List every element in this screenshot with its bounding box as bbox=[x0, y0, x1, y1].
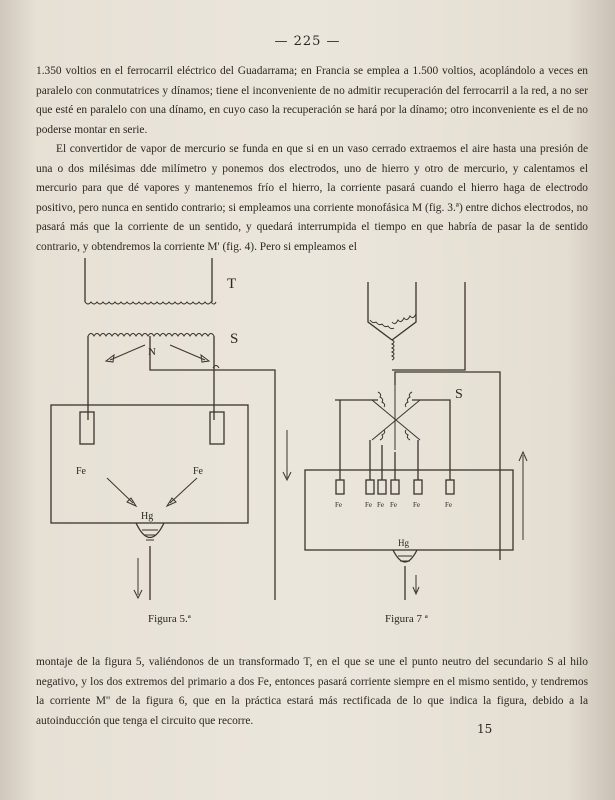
page-number: — 225 — bbox=[274, 34, 341, 49]
fig5-electrode-left bbox=[80, 412, 94, 444]
fig5-secondary-coil bbox=[88, 334, 214, 337]
fig7-primary-coil-c bbox=[392, 340, 394, 360]
paragraph-2: El convertidor de vapor de mercurio se funda en que si en un vaso cerrado extraemos el aire hasta una presión de una o dos milésimas dde milímetro y ponemos dos electrodos, uno de hierro y otro de mercurio, y calentamos el mercurio para que dé vapores y mantenemos frío el hierro, la corriente pasará cuando el hierro haga de electrodo positivo, pero nunca en sentido contrario; si empleamos una corriente monofásica M (fig. 3.ª) entre dichos electrodos, no pasará más que la corriente de un sentido, y quedará interrumpida el tiempo en que habría de pasar la de sentido contrario, y obtendremos la corriente M' (fig. 4). Pero si empleamos el bbox=[36, 143, 588, 253]
signature-mark: 15 bbox=[477, 722, 493, 736]
fig7-electrode-1-label: Fe bbox=[335, 501, 342, 509]
paragraph-3: montaje de la figura 5, valiéndonos de un transformado T, en el que se une el punto neutro del secundario S al hilo negativo, y los dos extremos del primario a dos Fe, entonces pasará corriente siempre en el mismo sentido, y tendremos la corriente M'' de la figura 6, que en la práctica estará más rectificada de lo que indica la figura, debido a la autoinducción que tenga el circuito que recorre. bbox=[36, 656, 588, 727]
fig5-mercury-label: Hg bbox=[141, 511, 154, 522]
fig7-electrode-4 bbox=[391, 480, 399, 494]
fig5-electrode-right-label: Fe bbox=[193, 466, 203, 477]
fig7-electrode-1 bbox=[336, 480, 344, 494]
fig5-mercury-hatch bbox=[142, 530, 158, 540]
fig5-label-S: S bbox=[230, 331, 239, 347]
fig7-primary-left bbox=[368, 282, 392, 340]
figure-7-caption: Figura 7 ª bbox=[385, 613, 428, 625]
paragraph-1: 1.350 voltios en el ferrocarril eléctrico del Guadarrama; en Francia se emplea a 1.500 voltios, acoplándolo a veces en paralelo con conmutatrices y dínamos; tiene el inconveniente de no admitir recuperación del ferrocarril a la red, a no ser que esté en paralelo con una dínamo, en cuyo caso la recuperación se hará por la dínamo; otro inconveniente es el de no poderse montar en serie. bbox=[36, 65, 588, 136]
fig7-electrode-3-label: Fe bbox=[377, 501, 384, 509]
fig5-arrow-N-left bbox=[110, 345, 145, 360]
fig5-primary-coil bbox=[85, 302, 216, 304]
fig5-arrow-N-right bbox=[170, 345, 205, 360]
fig7-lead-e bbox=[370, 440, 418, 480]
fig7-electrode-2-label: Fe bbox=[365, 501, 372, 509]
fig5-label-N: N bbox=[148, 346, 156, 358]
fig7-mercury-label: Hg bbox=[398, 538, 409, 548]
fig7-primary-third bbox=[392, 282, 465, 370]
fig7-electrode-5-label: Fe bbox=[413, 501, 420, 509]
fig7-primary-coil-b bbox=[392, 314, 416, 324]
fig7-label-S: S bbox=[455, 387, 463, 402]
figure-5-diagram bbox=[51, 258, 291, 600]
fig5-neutral-wire bbox=[150, 336, 275, 600]
fig7-electrode-3 bbox=[378, 480, 386, 494]
figure-5-caption: Figura 5.ª bbox=[148, 613, 191, 625]
fig7-electrode-2 bbox=[366, 480, 374, 494]
fig7-electrode-4-label: Fe bbox=[390, 501, 397, 509]
fig7-electrode-5 bbox=[414, 480, 422, 494]
fig5-arrow-right bbox=[170, 478, 197, 503]
fig7-primary-coil-a bbox=[370, 320, 394, 329]
fig5-label-T: T bbox=[227, 276, 237, 292]
fig7-electrode-6 bbox=[446, 480, 454, 494]
fig7-primary-right bbox=[392, 282, 416, 340]
figure-7-diagram bbox=[305, 282, 527, 600]
fig5-electrode-left-label: Fe bbox=[76, 466, 86, 477]
fig7-electrode-6-label: Fe bbox=[445, 501, 452, 509]
fig5-electrode-right bbox=[210, 412, 224, 444]
